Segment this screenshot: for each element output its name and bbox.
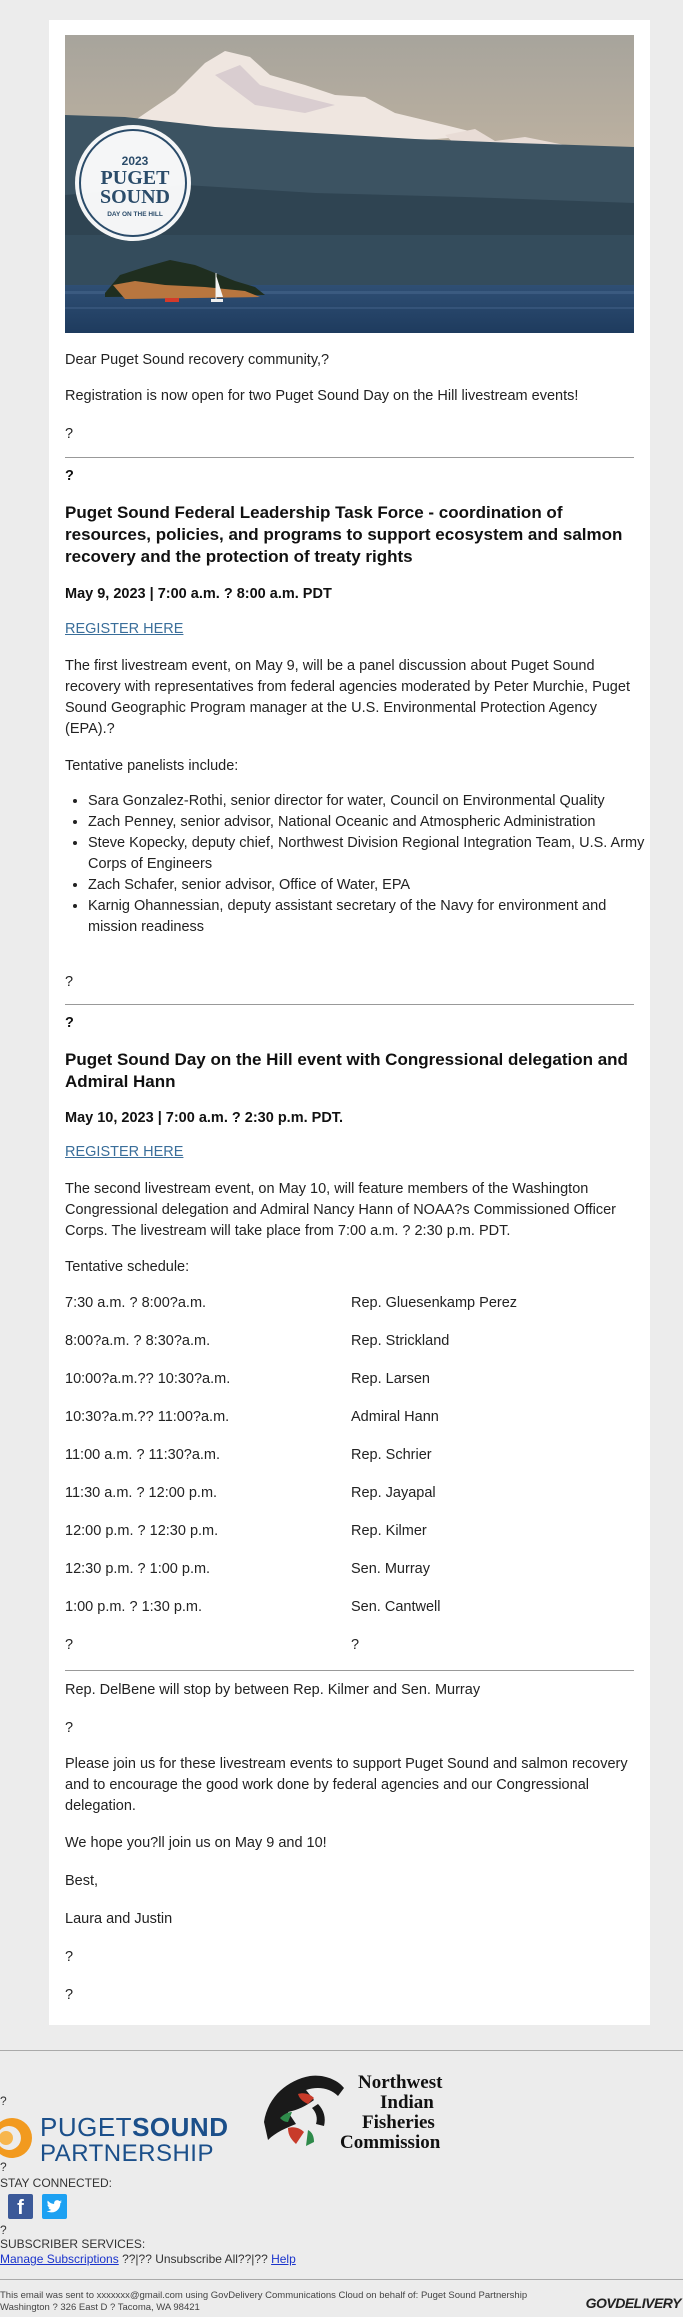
govdelivery-logo[interactable]: GOVDELIVERY bbox=[585, 2295, 681, 2311]
schedule-time: 8:00?a.m. ? 8:30?a.m. bbox=[65, 1333, 211, 1349]
schedule-speaker: Rep. Larsen bbox=[351, 1371, 430, 1387]
nwifc-logo[interactable] bbox=[258, 2066, 468, 2156]
event2-description: The second livestream event, on May 10, will feature members of the Washington Congressional delegation and Admiral Nancy Hann of NOAA?s Commissioned Officer Corps. The livestream will take place from 7:00 a.m. ? 2:30 p.m. PDT. bbox=[65, 1181, 617, 1239]
footer-divider bbox=[0, 2050, 683, 2051]
subscriber-services-label: SUBSCRIBER SERVICES: bbox=[0, 2237, 146, 2251]
closing-spacer: ? bbox=[65, 1949, 74, 1965]
footer-spacer: ? bbox=[0, 2160, 7, 2174]
panelists-heading: Tentative panelists include: bbox=[65, 758, 239, 774]
footer-spacer: ? bbox=[0, 2094, 7, 2108]
table-row bbox=[65, 1409, 634, 1429]
logo-word-sound: SOUND bbox=[99, 186, 171, 208]
schedule-time: 10:00?a.m.?? 10:30?a.m. bbox=[65, 1371, 231, 1387]
greeting: Dear Puget Sound recovery community,? bbox=[65, 352, 330, 368]
closing-invite: Please join us for these livestream events to support Puget Sound and salmon recovery and to encourage the good work done by federal agencies and our Congressional delegation. bbox=[65, 1756, 628, 1814]
closing-spacer: ? bbox=[65, 1987, 74, 2003]
nwifc-word-northwest: Northwest bbox=[358, 2072, 443, 2093]
help-link[interactable]: Help bbox=[271, 2252, 296, 2266]
schedule-time: 12:00 p.m. ? 12:30 p.m. bbox=[65, 1523, 219, 1539]
schedule-speaker: Rep. Jayapal bbox=[351, 1485, 436, 1501]
event1-spacer: ? bbox=[65, 974, 74, 990]
psp-word-partnership: PARTNERSHIP bbox=[40, 2140, 214, 2164]
nwifc-word-fisheries: Fisheries bbox=[362, 2112, 435, 2133]
panelists-list bbox=[65, 791, 648, 938]
schedule-speaker: Sen. Cantwell bbox=[351, 1599, 441, 1615]
list-item: • Zach Penney, senior advisor, National Oceanic and Atmospheric Administration bbox=[88, 812, 648, 833]
closing-names: Laura and Justin bbox=[65, 1911, 173, 1927]
event1-datetime: May 9, 2023 | 7:00 a.m. ? 8:00 a.m. PDT bbox=[65, 586, 332, 602]
schedule-time: 10:30?a.m.?? 11:00?a.m. bbox=[65, 1409, 230, 1425]
schedule-speaker: Rep. Schrier bbox=[351, 1447, 432, 1463]
psp-word-sound: SOUND bbox=[132, 2112, 229, 2142]
event1-marker: ? bbox=[65, 468, 74, 484]
schedule-speaker: ? bbox=[351, 1637, 360, 1653]
unsubscribe-all-label[interactable]: Unsubscribe All??|?? bbox=[155, 2252, 268, 2266]
divider bbox=[65, 1004, 634, 1005]
stay-connected-label: STAY CONNECTED: bbox=[0, 2176, 113, 2190]
schedule-speaker: Rep. Strickland bbox=[351, 1333, 450, 1349]
psp-logo[interactable] bbox=[0, 2104, 250, 2164]
closing-signoff: Best, bbox=[65, 1873, 99, 1889]
subscriber-links bbox=[0, 2252, 296, 2266]
logo-tagline: DAY ON THE HILL bbox=[107, 211, 163, 218]
table-row bbox=[65, 1333, 634, 1353]
table-row bbox=[65, 1295, 634, 1315]
svg-text:PUGETSOUND bbox=[40, 2112, 228, 2142]
footer-divider bbox=[0, 2279, 683, 2280]
delbene-note: Rep. DelBene will stop by between Rep. Kilmer and Sen. Murray bbox=[65, 1682, 481, 1698]
event2-title: Puget Sound Day on the Hill event with Congressional delegation and Admiral Hann bbox=[65, 1050, 628, 1091]
schedule-heading: Tentative schedule: bbox=[65, 1259, 190, 1275]
schedule-time: 11:30 a.m. ? 12:00 p.m. bbox=[65, 1485, 218, 1501]
event1-title: Puget Sound Federal Leadership Task Force - coordination of resources, policies, and programs to support ecosystem and salmon recovery and the protection of treaty rights bbox=[65, 503, 623, 566]
table-row bbox=[65, 1561, 634, 1581]
footer-spacer: ? bbox=[0, 2223, 7, 2237]
logo-year: 2023 bbox=[121, 154, 149, 168]
list-item: • Sara Gonzalez-Rothi, senior director for water, Council on Environmental Quality bbox=[88, 791, 648, 812]
schedule-time: 7:30 a.m. ? 8:00?a.m. bbox=[65, 1295, 207, 1311]
list-item: • Karnig Ohannessian, deputy assistant secretary of the Navy for environment and mission readiness bbox=[88, 896, 648, 938]
manage-subscriptions-link[interactable]: Manage Subscriptions bbox=[0, 2252, 119, 2266]
disclaimer-line1: This email was sent to xxxxxxx@gmail.com using GovDelivery Communications Cloud on behalf of: Puget Sound Partnership bbox=[0, 2290, 528, 2301]
nwifc-word-indian: Indian bbox=[380, 2092, 434, 2113]
event1-description: The first livestream event, on May 9, will be a panel discussion about Puget Sound recovery with representatives from federal agencies moderated by Peter Murchie, Puget Sound Geographic Program manager at the U.S. Environmental Protection Agency (EPA).? bbox=[65, 658, 630, 737]
intro-spacer: ? bbox=[65, 426, 74, 442]
hero-image bbox=[65, 35, 634, 333]
event2-marker: ? bbox=[65, 1015, 74, 1031]
table-row bbox=[65, 1637, 634, 1657]
facebook-icon[interactable]: f bbox=[8, 2194, 33, 2219]
table-row bbox=[65, 1599, 634, 1619]
table-row bbox=[65, 1485, 634, 1505]
table-row bbox=[65, 1371, 634, 1391]
schedule-speaker: Rep. Kilmer bbox=[351, 1523, 427, 1539]
announcement: Registration is now open for two Puget Sound Day on the Hill livestream events! bbox=[65, 388, 579, 404]
divider bbox=[65, 1670, 634, 1671]
event2-datetime: May 10, 2023 | 7:00 a.m. ? 2:30 p.m. PDT. bbox=[65, 1110, 344, 1126]
link-separator: ??|?? bbox=[118, 2252, 156, 2266]
list-item: • Steve Kopecky, deputy chief, Northwest Division Regional Integration Team, U.S. Army Corps of Engineers bbox=[88, 833, 648, 875]
schedule-time: 1:00 p.m. ? 1:30 p.m. bbox=[65, 1599, 203, 1615]
event1-register-link[interactable]: REGISTER HERE bbox=[65, 621, 184, 637]
twitter-icon[interactable] bbox=[42, 2194, 67, 2219]
logo-word-puget: PUGET bbox=[100, 167, 170, 189]
schedule-speaker: Rep. Gluesenkamp Perez bbox=[351, 1295, 518, 1311]
disclaimer-line2: Washington ? 326 East D ? Tacoma, WA 98421 bbox=[0, 2302, 200, 2313]
email-card bbox=[49, 20, 650, 2025]
table-row bbox=[65, 1523, 634, 1543]
closing-hope: We hope you?ll join us on May 9 and 10! bbox=[65, 1835, 327, 1851]
schedule-time: ? bbox=[65, 1637, 74, 1653]
schedule-time: 11:00 a.m. ? 11:30?a.m. bbox=[65, 1447, 221, 1463]
divider bbox=[65, 457, 634, 458]
table-row bbox=[65, 1447, 634, 1467]
nwifc-word-commission: Commission bbox=[340, 2132, 441, 2153]
event2-register-link[interactable]: REGISTER HERE bbox=[65, 1144, 184, 1160]
list-item: • Zach Schafer, senior advisor, Office of Water, EPA bbox=[88, 875, 648, 896]
schedule-time: 12:30 p.m. ? 1:00 p.m. bbox=[65, 1561, 211, 1577]
schedule-speaker: Admiral Hann bbox=[351, 1409, 439, 1425]
psp-word-puget: PUGET bbox=[40, 2112, 133, 2142]
event2-spacer: ? bbox=[65, 1720, 74, 1736]
schedule-speaker: Sen. Murray bbox=[351, 1561, 430, 1577]
